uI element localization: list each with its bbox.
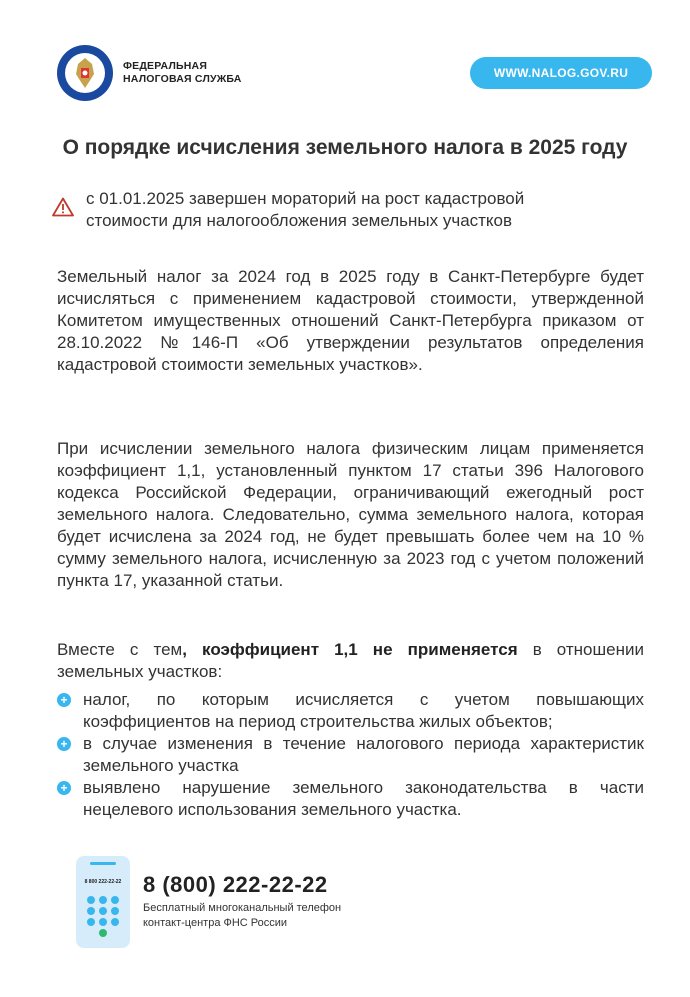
list-item: + налог, по которым исчисляется с учетом повышающих коэффициентов на период строительства жилых объектов;: [57, 689, 644, 733]
phone-screen-number: 8 800 222-22-22: [84, 879, 122, 885]
plus-icon: +: [57, 781, 71, 795]
list-item: + выявлено нарушение земельного законодательства в части нецелевого использования земельного участка.: [57, 777, 644, 821]
header: [0, 0, 690, 110]
website-link[interactable]: WWW.NALOG.GOV.RU: [470, 57, 652, 89]
exceptions-list: [57, 689, 644, 821]
warning-text: с 01.01.2025 завершен мораторий на рост кадастровой стоимости для налогообложения земельных участков: [86, 189, 525, 230]
paragraph-exceptions: Вместе с тем, коэффициент 1,1 не применяется в отношении земельных участков:: [57, 640, 644, 681]
fns-logo-icon: [56, 44, 114, 102]
warning-icon: [52, 197, 74, 217]
paragraph-coefficient: При исчислении земельного налога физическим лицам применяется коэффициент 1,1, установленный пунктом 17 статьи 396 Налогового кодекса Российской Федерации, ограничивающий ежегодный рост земельного налога. Следовательно, сумма земельного налога, которая будет исчислена за 2024 год, не будет превышать более чем на 10 % сумму земельного налога, исчисленную за 2023 год с учетом положений пункта 17, указанной статьи.: [57, 439, 644, 590]
page-title: О порядке исчисления земельного налога в 2025 году: [62, 136, 628, 159]
hotline-description: Бесплатный многоканальный телефон контакт-центра ФНС России: [143, 902, 342, 929]
plus-icon: +: [57, 737, 71, 751]
plus-icon: +: [57, 693, 71, 707]
hotline-number[interactable]: 8 (800) 222-22-22: [143, 872, 328, 897]
phone-icon: [76, 856, 130, 948]
list-item: + в случае изменения в течение налогового периода характеристик земельного участка: [57, 733, 644, 777]
paragraph-cadastral: Земельный налог за 2024 год в 2025 году в Санкт-Петербурге будет исчисляться с применением кадастровой стоимости, утвержденной Комитетом имущественных отношений Санкт-Петербурга приказом от 28.10.2022 №146-П «Об утверждении результатов определения кадастровой стоимости земельных участков».: [57, 267, 644, 374]
agency-name: ФЕДЕРАЛЬНАЯ НАЛОГОВАЯ СЛУЖБА: [123, 60, 242, 85]
